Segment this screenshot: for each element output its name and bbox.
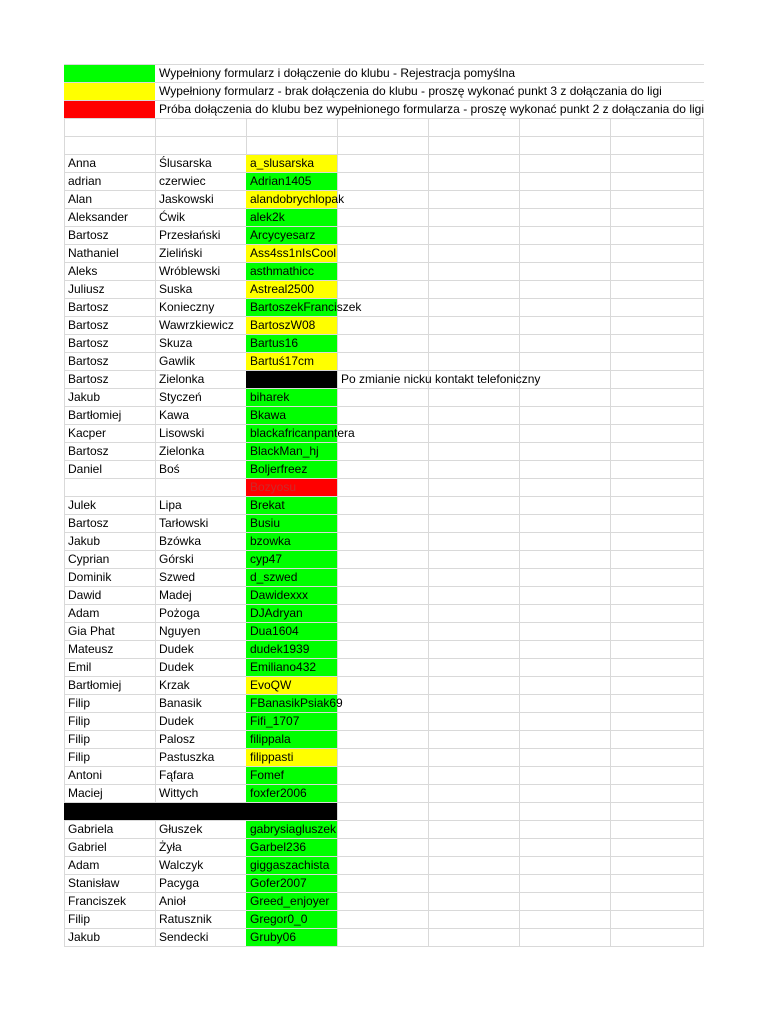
nickname-cell[interactable]: Emiliano432	[246, 659, 337, 676]
last-name-cell[interactable]: Gawlik	[159, 354, 196, 368]
table-row	[64, 695, 704, 713]
spacer-rows	[64, 119, 704, 155]
nickname-cell[interactable]: alandobrychlopak	[246, 191, 337, 208]
nickname-cell[interactable]: Dawidexxx	[246, 587, 337, 604]
last-name-cell[interactable]: Tarłowski	[159, 516, 209, 530]
nickname-cell[interactable]: foxfer2006	[246, 785, 337, 802]
nickname-cell[interactable]: BartoszW08	[246, 317, 337, 334]
last-name-cell[interactable]: Pacyga	[159, 876, 200, 890]
nickname-cell[interactable]: Adrian1405	[246, 173, 337, 190]
last-name-cell[interactable]: Banasik	[159, 696, 202, 710]
first-name-cell[interactable]: Bartosz	[68, 228, 109, 242]
last-name-cell[interactable]: Walczyk	[159, 858, 204, 872]
legend	[64, 65, 704, 119]
last-name-cell[interactable]: Szwed	[159, 570, 196, 584]
last-name-cell[interactable]: Krzak	[159, 678, 190, 692]
legend-row	[64, 83, 704, 101]
table-row	[64, 785, 704, 803]
first-name-cell[interactable]: Bartosz	[68, 318, 109, 332]
legend-swatch	[64, 101, 155, 118]
first-name-cell[interactable]: Antoni	[68, 768, 103, 782]
last-name-cell[interactable]: czerwiec	[159, 174, 206, 188]
nickname-cell[interactable]: BlackMan_hj	[246, 443, 337, 460]
separator-row	[64, 803, 704, 821]
nickname-cell[interactable]: alek2k	[246, 209, 337, 226]
last-name-cell[interactable]: Ćwik	[159, 210, 185, 224]
table-row	[64, 533, 704, 551]
table-row	[64, 497, 704, 515]
last-name-cell[interactable]: Pożoga	[159, 606, 200, 620]
nickname-cell[interactable]: Gregor0_0	[246, 911, 337, 928]
nickname-cell[interactable]: Dua1604	[246, 623, 337, 640]
nickname-cell[interactable]: Bkawa	[246, 407, 337, 424]
empty-row	[64, 119, 704, 137]
nickname-cell[interactable]: DJAdryan	[246, 605, 337, 622]
table-row	[64, 479, 704, 497]
first-name-cell[interactable]: Filip	[68, 750, 91, 764]
last-name-cell[interactable]: Zielonka	[159, 444, 205, 458]
last-name-cell[interactable]: Zielonka	[159, 372, 205, 386]
nickname-cell[interactable]: filippasti	[246, 749, 337, 766]
table-row	[64, 317, 704, 335]
empty-row	[64, 137, 704, 155]
first-name-cell[interactable]: Juliusz	[68, 282, 105, 296]
last-name-cell[interactable]: Pastuszka	[159, 750, 215, 764]
first-name-cell[interactable]: Bartosz	[68, 300, 109, 314]
legend-row	[64, 101, 704, 119]
nickname-cell[interactable]: FBanasikPsiak69	[246, 695, 337, 712]
nickname-cell[interactable]: bzowka	[246, 533, 337, 550]
legend-text[interactable]: Wypełniony formularz - brak dołączenia do klubu - proszę wykonać punkt 3 z dołączania do ligi	[155, 83, 704, 100]
last-name-cell[interactable]: Ślusarska	[159, 156, 212, 170]
table-row	[64, 875, 704, 893]
first-name-cell[interactable]: Gia Phat	[68, 624, 115, 638]
first-name-cell[interactable]: Emil	[68, 660, 92, 674]
first-name-cell[interactable]: Bartosz	[68, 336, 109, 350]
first-name-cell[interactable]: Gabriel	[68, 840, 107, 854]
first-name-cell[interactable]: Aleks	[68, 264, 98, 278]
last-name-cell[interactable]: Anioł	[159, 894, 186, 908]
first-name-cell[interactable]: Bartosz	[68, 372, 109, 386]
last-name-cell[interactable]: Górski	[159, 552, 194, 566]
first-name-cell[interactable]: Kacper	[68, 426, 107, 440]
nickname-cell[interactable]: asthmathicc	[246, 263, 337, 280]
first-name-cell[interactable]: Adam	[68, 858, 100, 872]
table-row	[64, 443, 704, 461]
last-name-cell[interactable]: Konieczny	[159, 300, 215, 314]
table-row	[64, 839, 704, 857]
table-row	[64, 893, 704, 911]
nickname-cell[interactable]: Arcycyesarz	[246, 227, 337, 244]
last-name-cell[interactable]: Wittych	[159, 786, 199, 800]
last-name-cell[interactable]: Kawa	[159, 408, 190, 422]
nickname-cell[interactable]: Bozyosu	[246, 479, 337, 496]
table-row	[64, 227, 704, 245]
last-name-cell[interactable]: Wawrzkiewicz	[159, 318, 234, 332]
first-name-cell[interactable]: Filip	[68, 714, 91, 728]
table-row	[64, 263, 704, 281]
nickname-cell[interactable]: Brekat	[246, 497, 337, 514]
first-name-cell[interactable]: Filip	[68, 696, 91, 710]
last-name-cell[interactable]: Dudek	[159, 642, 194, 656]
first-name-cell[interactable]: Maciej	[68, 786, 103, 800]
first-name-cell[interactable]: Cyprian	[68, 552, 110, 566]
last-name-cell[interactable]: Fąfara	[159, 768, 194, 782]
first-name-cell[interactable]: Stanisław	[68, 876, 120, 890]
table-row	[64, 191, 704, 209]
separator-fill	[64, 803, 337, 820]
nickname-cell[interactable]: Ass4ss1nIsCool	[246, 245, 337, 262]
legend-row	[64, 65, 704, 83]
table-row	[64, 425, 704, 443]
first-name-cell[interactable]: Filip	[68, 732, 91, 746]
legend-text[interactable]: Próba dołączenia do klubu bez wypełnionego formularza - proszę wykonać punkt 2 z dołączania do ligi	[155, 101, 704, 118]
last-name-cell[interactable]: Bzówka	[159, 534, 202, 548]
table-row	[64, 209, 704, 227]
table-row	[64, 623, 704, 641]
legend-swatch	[64, 83, 155, 100]
last-name-cell[interactable]: Żyła	[159, 840, 182, 854]
table-row	[64, 605, 704, 623]
first-name-cell[interactable]: Jakub	[68, 390, 101, 404]
first-name-cell[interactable]: Bartosz	[68, 444, 109, 458]
last-name-cell[interactable]: Przesłański	[159, 228, 221, 242]
first-name-cell[interactable]: Alan	[68, 192, 93, 206]
last-name-cell[interactable]: Suska	[159, 282, 193, 296]
table-row	[64, 389, 704, 407]
spreadsheet	[64, 64, 704, 947]
table-row	[64, 821, 704, 839]
first-name-cell[interactable]: Mateusz	[68, 642, 114, 656]
table-row	[64, 641, 704, 659]
last-name-cell[interactable]	[155, 479, 246, 496]
table-row	[64, 569, 704, 587]
first-name-cell[interactable]: Nathaniel	[68, 246, 119, 260]
nickname-cell[interactable]: Gofer2007	[246, 875, 337, 892]
table-row	[64, 929, 704, 947]
first-name-cell[interactable]: Anna	[68, 156, 97, 170]
first-name-cell[interactable]: Aleksander	[68, 210, 129, 224]
first-name-cell[interactable]: Bartosz	[68, 354, 109, 368]
nickname-cell[interactable]: a_slusarska	[246, 155, 337, 172]
last-name-cell[interactable]: Styczeń	[159, 390, 202, 404]
last-name-cell[interactable]: Boś	[159, 462, 180, 476]
last-name-cell[interactable]: Głuszek	[159, 822, 203, 836]
table-row	[64, 749, 704, 767]
nickname-cell[interactable]: Garbel236	[246, 839, 337, 856]
last-name-cell[interactable]: Lisowski	[159, 426, 205, 440]
nickname-cell[interactable]: BartoszekFranciszek	[246, 299, 337, 316]
note-cell[interactable]: Po zmianie nicku kontakt telefoniczny	[341, 372, 541, 386]
nickname-cell[interactable]: Greed_enjoyer	[246, 893, 337, 910]
last-name-cell[interactable]: Palosz	[159, 732, 196, 746]
last-name-cell[interactable]: Wróblewski	[159, 264, 221, 278]
table-row	[64, 713, 704, 731]
last-name-cell[interactable]: Madej	[159, 588, 192, 602]
first-name-cell[interactable]: adrian	[68, 174, 102, 188]
nickname-cell[interactable]: blackafricanpantera	[246, 425, 337, 442]
nickname-cell[interactable]: dudek1939	[246, 641, 337, 658]
nickname-cell[interactable]: cyp47	[246, 551, 337, 568]
nickname-cell[interactable]: giggaszachista	[246, 857, 337, 874]
first-name-cell[interactable]: Filip	[68, 912, 91, 926]
nickname-cell[interactable]: Boljerfreez	[246, 461, 337, 478]
first-name-cell[interactable]: Gabriela	[68, 822, 114, 836]
first-name-cell[interactable]: Dominik	[68, 570, 112, 584]
table-row	[64, 767, 704, 785]
nickname-cell[interactable]: gabrysiagluszek	[246, 821, 337, 838]
first-name-cell[interactable]	[64, 479, 155, 496]
table-row	[64, 677, 704, 695]
last-name-cell[interactable]: Lipa	[159, 498, 182, 512]
table-row	[64, 281, 704, 299]
legend-text[interactable]: Wypełniony formularz i dołączenie do klubu - Rejestracja pomyślna	[155, 65, 704, 82]
first-name-cell[interactable]: Jakub	[68, 930, 101, 944]
table-row	[64, 461, 704, 479]
first-name-cell[interactable]: Bartosz	[68, 516, 109, 530]
legend-swatch	[64, 65, 155, 82]
last-name-cell[interactable]: Skuza	[159, 336, 193, 350]
table-row	[64, 353, 704, 371]
last-name-cell[interactable]: Dudek	[159, 714, 194, 728]
table-row	[64, 731, 704, 749]
first-name-cell[interactable]: Bartłomiej	[68, 408, 122, 422]
last-name-cell[interactable]: Zieliński	[159, 246, 203, 260]
nickname-cell[interactable]: Fomef	[246, 767, 337, 784]
first-name-cell[interactable]: Adam	[68, 606, 100, 620]
last-name-cell[interactable]: Jaskowski	[159, 192, 214, 206]
nickname-cell[interactable]: Bartus16	[246, 335, 337, 352]
last-name-cell[interactable]: Nguyen	[159, 624, 201, 638]
nickname-cell[interactable]: Astreal2500	[246, 281, 337, 298]
table-row	[64, 515, 704, 533]
last-name-cell[interactable]: Ratusznik	[159, 912, 212, 926]
last-name-cell[interactable]: Dudek	[159, 660, 194, 674]
nickname-cell[interactable]: filippala	[246, 731, 337, 748]
nickname-cell[interactable]: Bartuś17cm	[246, 353, 337, 370]
first-name-cell[interactable]: Julek	[68, 498, 97, 512]
nickname-cell[interactable]: Gruby06	[246, 929, 337, 946]
table-row	[64, 335, 704, 353]
first-name-cell[interactable]: Daniel	[68, 462, 103, 476]
table-row	[64, 371, 704, 389]
first-name-cell[interactable]: Franciszek	[68, 894, 127, 908]
last-name-cell[interactable]: Sendecki	[159, 930, 209, 944]
table-row	[64, 245, 704, 263]
table-row	[64, 173, 704, 191]
nickname-cell[interactable]: biharek	[246, 389, 337, 406]
table-row	[64, 587, 704, 605]
table-row	[64, 407, 704, 425]
member-table	[64, 155, 704, 947]
first-name-cell[interactable]: Bartłomiej	[68, 678, 122, 692]
nickname-cell[interactable]	[246, 371, 337, 388]
first-name-cell[interactable]: Dawid	[68, 588, 102, 602]
table-row	[64, 155, 704, 173]
first-name-cell[interactable]: Jakub	[68, 534, 101, 548]
table-row	[64, 659, 704, 677]
table-row	[64, 911, 704, 929]
nickname-cell[interactable]: Busiu	[246, 515, 337, 532]
table-row	[64, 551, 704, 569]
nickname-cell[interactable]: d_szwed	[246, 569, 337, 586]
table-row	[64, 299, 704, 317]
nickname-cell[interactable]: EvoQW	[246, 677, 337, 694]
nickname-cell[interactable]: Fifi_1707	[246, 713, 337, 730]
table-row	[64, 857, 704, 875]
